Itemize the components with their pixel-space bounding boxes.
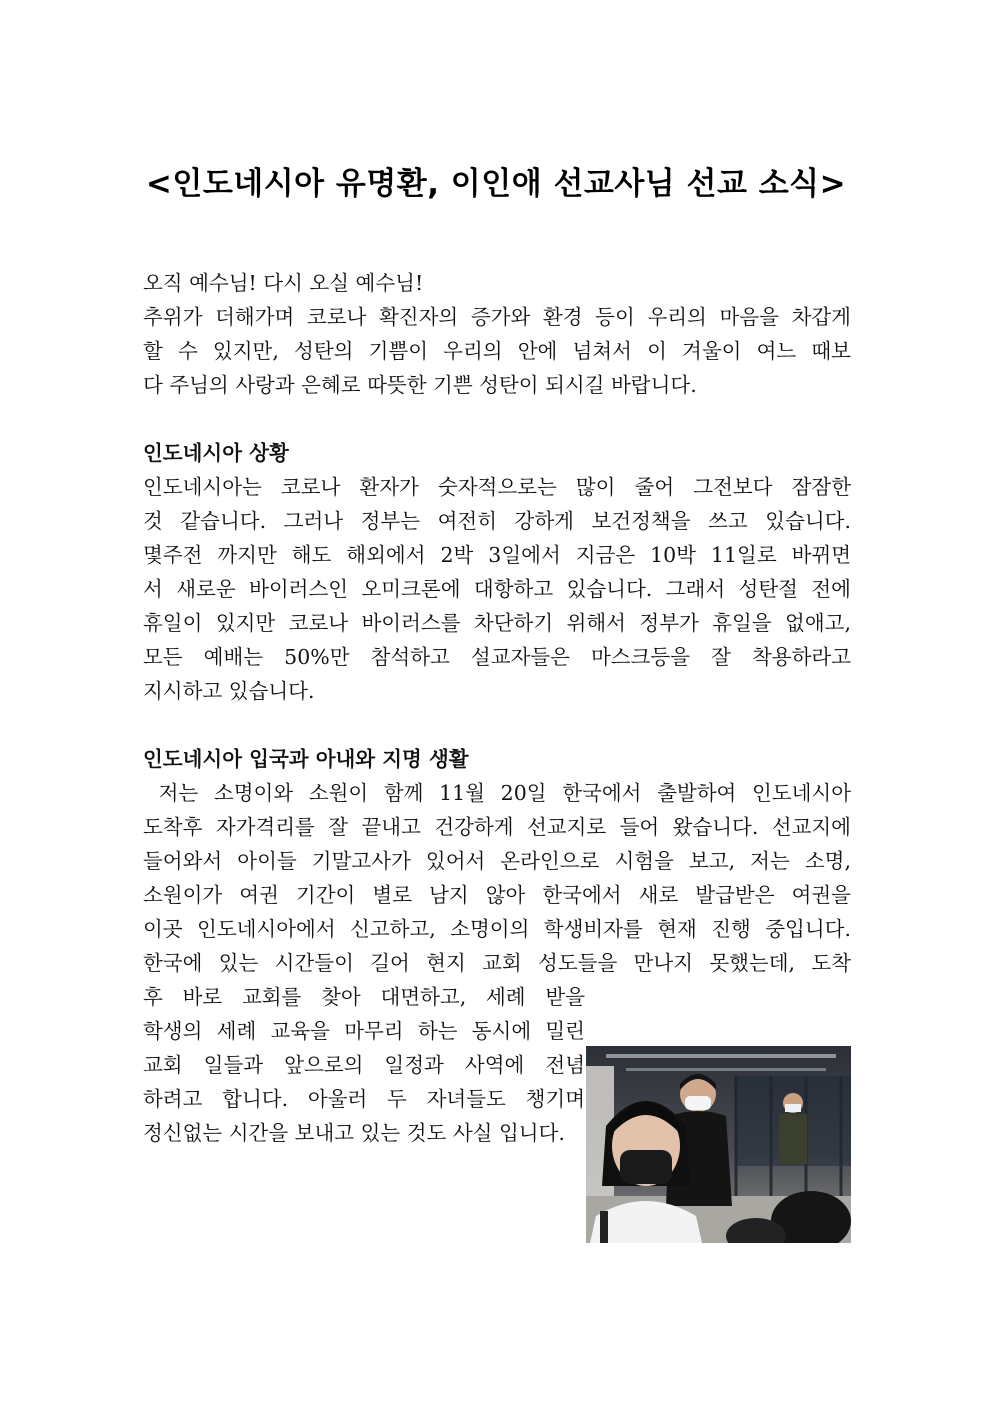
intro-line: 오직 예수님! 다시 오실 예수님! — [143, 271, 424, 295]
paragraph-gap — [143, 708, 851, 742]
section1-line: 몇주전 까지만 해도 해외에서 2박 3일에서 지금은 10박 11일로 바뀌면 — [143, 543, 851, 567]
intro-line: 할 수 있지만, 성탄의 기쁨이 우리의 안에 넘쳐서 이 겨울이 여느 때보 — [143, 339, 851, 363]
section2-wrapped-line: 정신없는 시간을 보내고 있는 것도 사실 입니다. — [143, 1121, 565, 1145]
section2-line: 저는 소명이와 소원이 함께 11월 20일 한국에서 출발하여 인도네시아 — [143, 781, 851, 805]
section2-wrapped-line: 후 바로 교회를 찾아 대면하고, 세례 받을 — [143, 985, 585, 1009]
section1-line: 서 새로운 바이러스인 오미크론에 대항하고 있습니다. 그래서 성탄절 전에 — [143, 577, 851, 601]
airport-selfie-photo — [586, 1046, 851, 1243]
section1-line: 지시하고 있습니다. — [143, 679, 315, 703]
section-heading-arrival: 인도네시아 입국과 아내와 지명 생활 — [143, 747, 469, 771]
section2-line: 소원이가 여권 기간이 별로 남지 않아 한국에서 새로 발급받은 여권을 — [143, 883, 851, 907]
section2-line: 들어와서 아이들 기말고사가 있어서 온라인으로 시험을 보고, 저는 소명, — [143, 849, 851, 873]
intro-line: 추위가 더해가며 코로나 확진자의 증가와 환경 등이 우리의 마음을 차갑게 — [143, 305, 851, 329]
section1-line: 모든 예배는 50%만 참석하고 설교자들은 마스크등을 잘 착용하라고 — [143, 645, 851, 669]
section2-line: 한국에 있는 시간들이 길어 현지 교회 성도들을 만나지 못했는데, 도착 — [143, 951, 851, 975]
section1-line: 인도네시아는 코로나 환자가 숫자적으로는 많이 줄어 그전보다 잠잠한 — [143, 475, 851, 499]
page-title: <인도네시아 유명환, 이인애 선교사님 선교 소식> — [145, 166, 847, 202]
section2-line: 도착후 자가격리를 잘 끝내고 건강하게 선교지로 들어 왔습니다. 선교지에 — [143, 815, 851, 839]
section2-wrapped-line: 교회 일들과 앞으로의 일정과 사역에 전념 — [143, 1053, 585, 1077]
section2-line: 이곳 인도네시아에서 신고하고, 소명이의 학생비자를 현재 진행 중입니다. — [143, 917, 851, 941]
paragraph-gap — [143, 402, 851, 436]
section1-line: 휴일이 있지만 코로나 바이러스를 차단하기 위해서 정부가 휴일을 없애고, — [143, 611, 851, 635]
document-body — [143, 266, 851, 1150]
intro-line: 다 주님의 사랑과 은혜로 따뜻한 기쁜 성탄이 되시길 바랍니다. — [143, 373, 697, 397]
section2-wrapped-line: 하려고 합니다. 아울러 두 자녀들도 챙기며 — [143, 1087, 585, 1111]
section1-line: 것 같습니다. 그러나 정부는 여전히 강하게 보건정책을 쓰고 있습니다. — [143, 509, 851, 533]
section-heading-situation: 인도네시아 상황 — [143, 441, 289, 465]
photo-illustration — [586, 1046, 851, 1243]
section2-wrapped-line: 학생의 세례 교육을 마무리 하는 동시에 밀린 — [143, 1019, 585, 1043]
